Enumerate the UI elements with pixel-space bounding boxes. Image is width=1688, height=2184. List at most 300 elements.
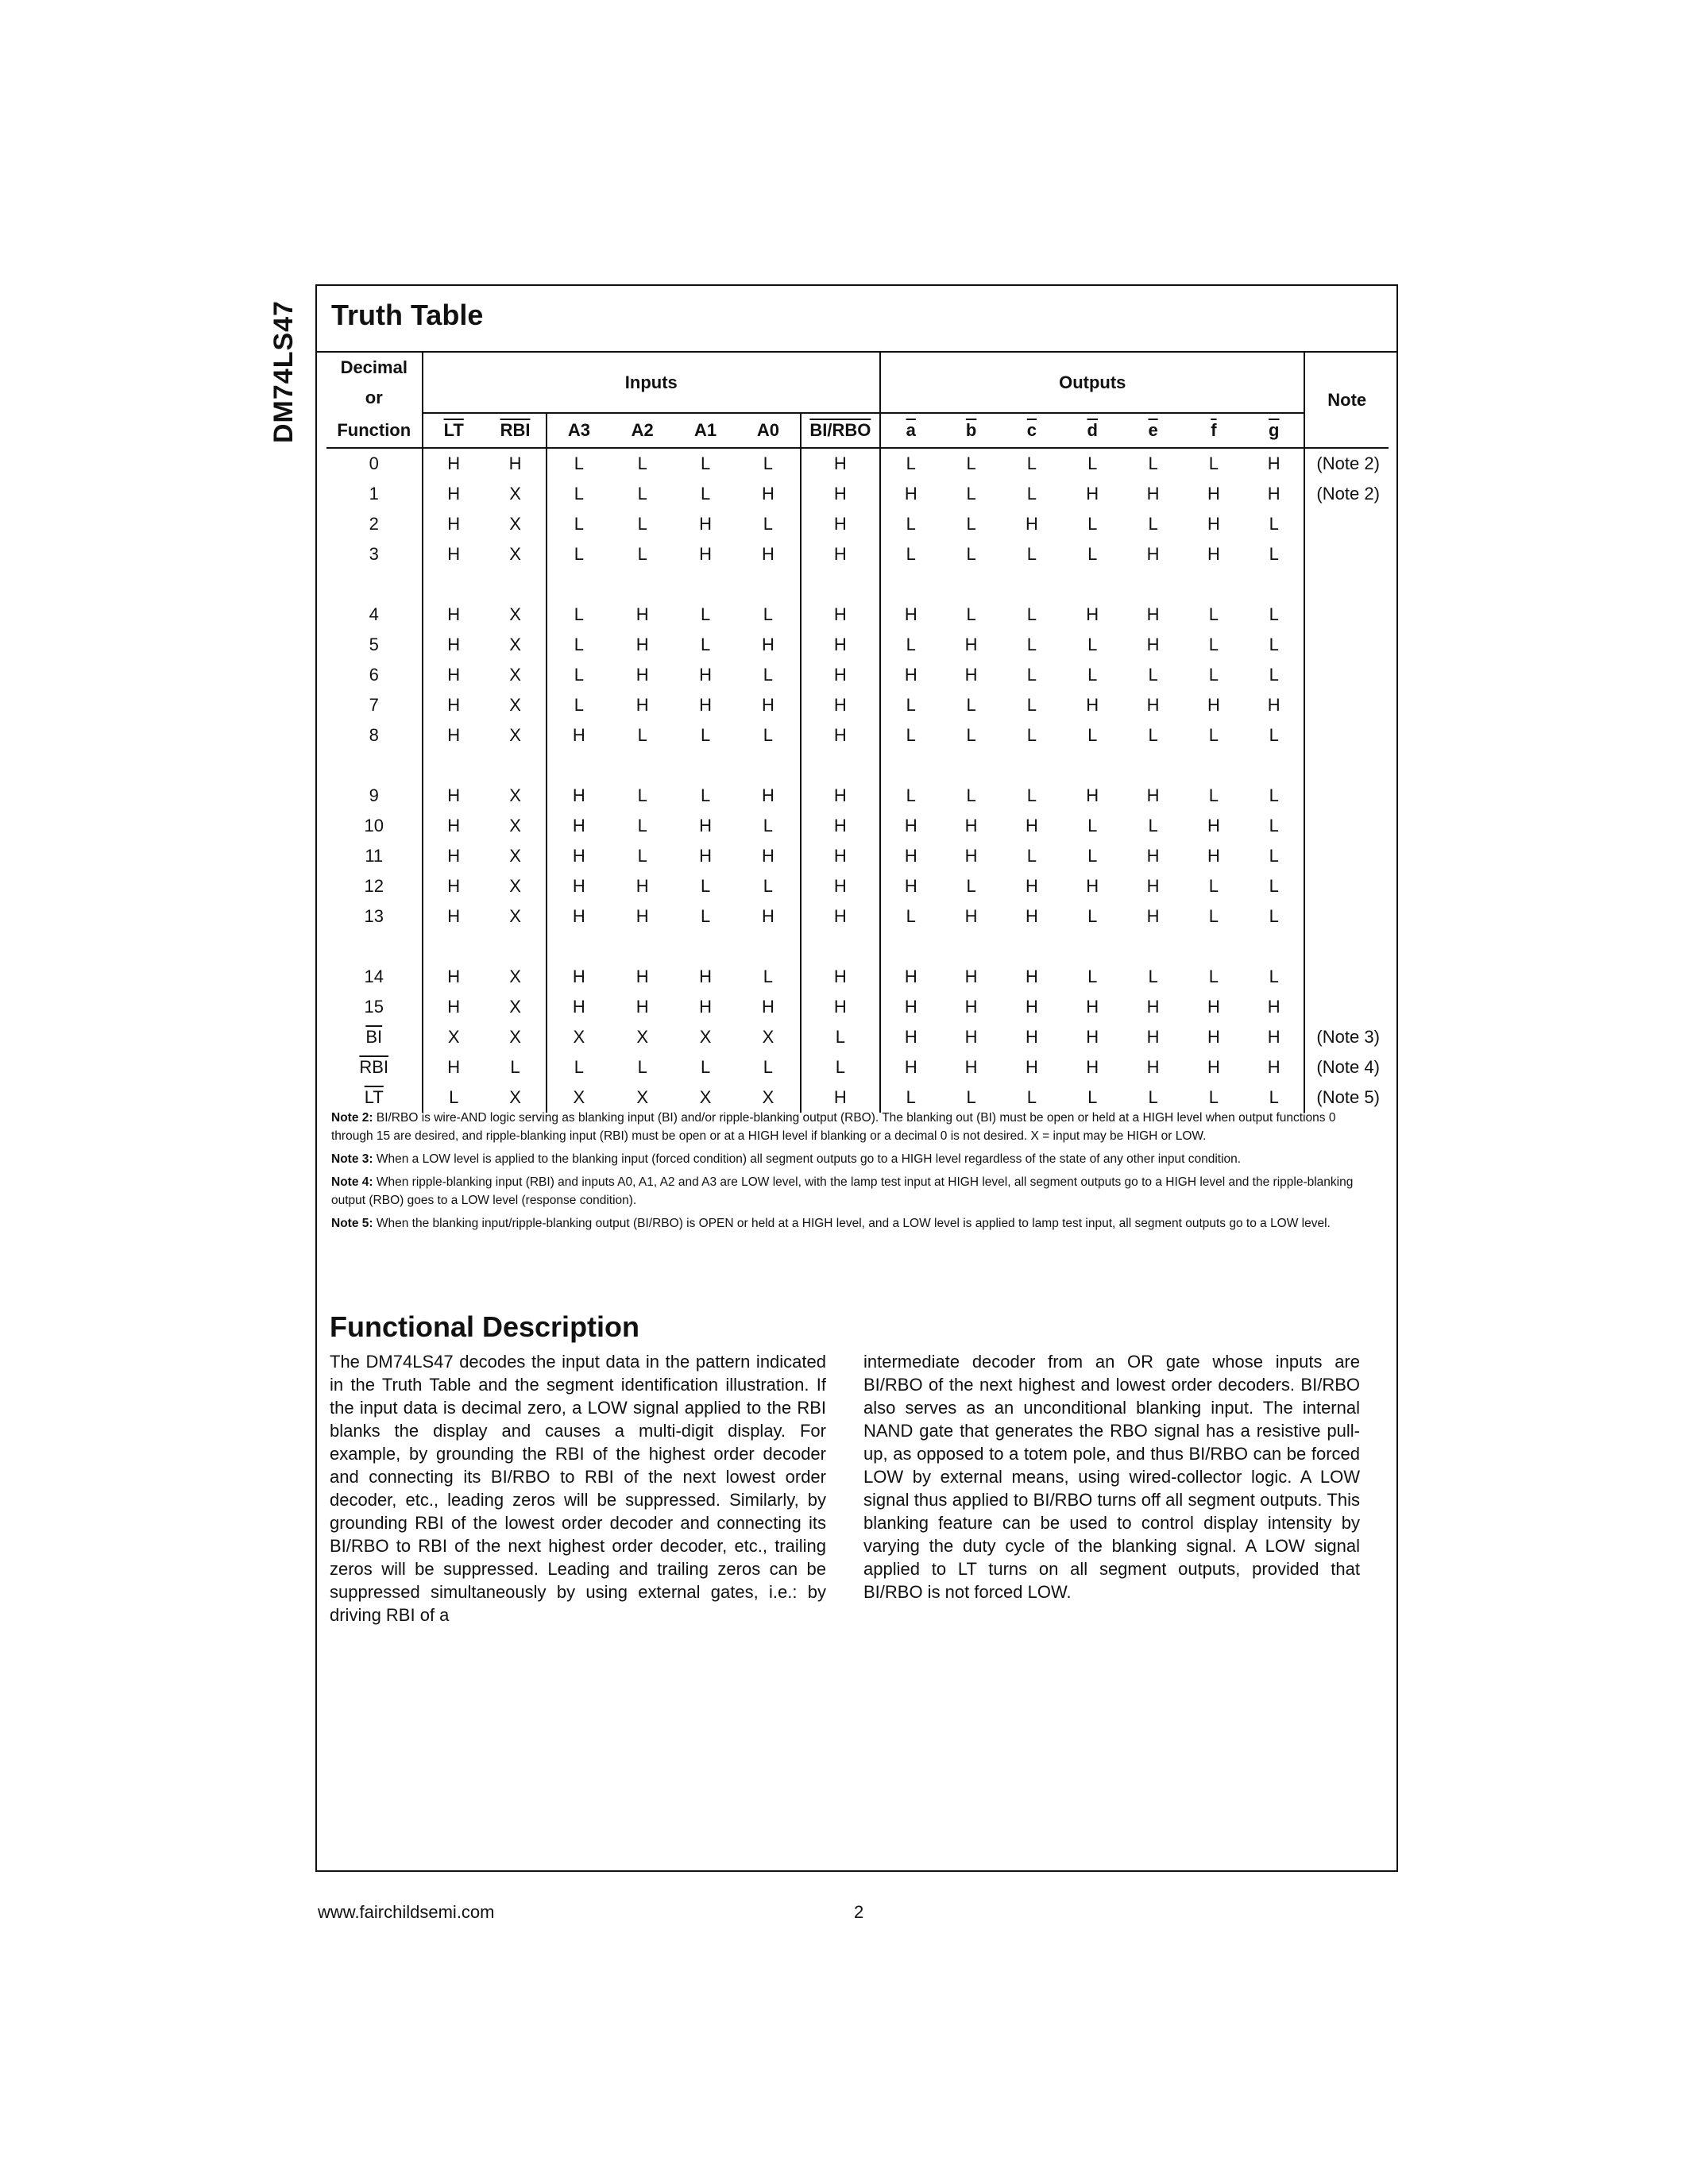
spacer-cell: [1244, 932, 1304, 962]
spacer-cell: [1244, 751, 1304, 781]
cell-e: H: [1146, 846, 1160, 866]
cell-a0: L: [763, 816, 774, 835]
cell-fn: 11: [326, 841, 423, 871]
cell-g: L: [1244, 539, 1304, 569]
cell-bi: H: [801, 448, 881, 479]
cell-note: [1304, 600, 1389, 630]
cell-rbi: X: [509, 1027, 521, 1047]
cell-bi: H: [801, 871, 881, 901]
cell-e: L: [1148, 1087, 1158, 1107]
spacer-cell: [611, 932, 674, 962]
table-notes: [331, 1109, 1372, 1237]
header-note: Note: [1304, 353, 1389, 448]
table-row: [326, 1022, 1389, 1052]
cell-a1: L: [700, 1057, 711, 1077]
note-3-text: When a LOW level is applied to the blanking input (forced condition) all segment outputs go to a HIGH level regardless of the state of any other input condition.: [376, 1152, 1242, 1166]
cell-f: L: [1208, 876, 1219, 896]
cell-a0: L: [763, 725, 774, 745]
cell-a1: H: [699, 544, 712, 564]
cell-e: H: [1146, 1057, 1160, 1077]
cell-a3: X: [547, 1082, 610, 1113]
cell-a3: L: [547, 539, 610, 569]
cell-e: H: [1146, 1027, 1160, 1047]
cell-b: H: [964, 635, 978, 654]
cell-rbi: X: [509, 816, 521, 835]
cell-a: L: [906, 695, 916, 715]
cell-b: L: [966, 604, 976, 624]
spacer-cell: [1122, 569, 1183, 600]
cell-a0: H: [761, 635, 774, 654]
cell-a: L: [906, 1087, 916, 1107]
cell-d: H: [1086, 876, 1099, 896]
cell-bi: H: [801, 992, 881, 1022]
cell-lt: H: [447, 967, 461, 986]
cell-rbi: X: [509, 785, 521, 805]
table-row: [326, 630, 1389, 660]
cell-a2: L: [637, 1057, 647, 1077]
cell-rbi: H: [508, 453, 522, 473]
spacer-cell: [547, 932, 610, 962]
cell-d: L: [1087, 906, 1098, 926]
cell-a0: L: [763, 967, 774, 986]
cell-rbi: X: [509, 695, 521, 715]
cell-a1: L: [700, 453, 711, 473]
col-a2: A2: [611, 413, 674, 448]
cell-lt: X: [447, 1027, 460, 1047]
spacer-cell: [1002, 932, 1062, 962]
table-row: [326, 1052, 1389, 1082]
spacer-cell: [1304, 569, 1389, 600]
table-spacer-row: [326, 751, 1389, 781]
cell-f: L: [1208, 967, 1219, 986]
cell-a: L: [906, 635, 916, 654]
cell-rbi: L: [510, 1057, 520, 1077]
cell-a2: H: [635, 967, 649, 986]
table-row: [326, 720, 1389, 751]
cell-rbi: X: [509, 997, 521, 1017]
spacer-cell: [1062, 932, 1122, 962]
cell-fn: 13: [326, 901, 423, 932]
cell-f: L: [1208, 906, 1219, 926]
cell-bi: H: [801, 901, 881, 932]
cell-d: H: [1086, 785, 1099, 805]
spacer-cell: [880, 569, 941, 600]
cell-c: L: [1026, 635, 1037, 654]
cell-e: H: [1146, 876, 1160, 896]
table-row: [326, 962, 1389, 992]
cell-lt: H: [447, 1057, 461, 1077]
cell-d: L: [1087, 665, 1098, 685]
cell-d: H: [1086, 604, 1099, 624]
cell-a0: L: [763, 876, 774, 896]
cell-a3: H: [547, 720, 610, 751]
cell-a2: L: [637, 453, 647, 473]
cell-lt: L: [449, 1087, 459, 1107]
cell-a3: H: [547, 781, 610, 811]
cell-a1: H: [699, 967, 712, 986]
cell-g: H: [1244, 1052, 1304, 1082]
cell-note: [1304, 992, 1389, 1022]
cell-fn: 8: [326, 720, 423, 751]
cell-a1: H: [699, 514, 712, 534]
cell-g: L: [1244, 901, 1304, 932]
note-4: [331, 1173, 1372, 1210]
cell-a0: H: [761, 544, 774, 564]
cell-c: H: [1025, 876, 1038, 896]
spacer-cell: [674, 932, 736, 962]
cell-bi: L: [801, 1052, 881, 1082]
cell-c: L: [1026, 665, 1037, 685]
cell-a: L: [906, 785, 916, 805]
cell-a0: L: [763, 453, 774, 473]
spacer-cell: [485, 932, 547, 962]
cell-fn: 4: [326, 600, 423, 630]
spacer-cell: [1002, 569, 1062, 600]
cell-a0: L: [763, 1057, 774, 1077]
cell-rbi: X: [509, 484, 521, 504]
cell-bi: H: [801, 1082, 881, 1113]
cell-f: H: [1207, 1057, 1220, 1077]
datasheet-frame: [315, 284, 1398, 1872]
table-row: [326, 901, 1389, 932]
cell-rbi: X: [509, 906, 521, 926]
cell-e: H: [1146, 785, 1160, 805]
cell-lt: H: [447, 665, 461, 685]
part-number-sidebar: [266, 284, 298, 443]
cell-g: L: [1244, 630, 1304, 660]
cell-b: H: [964, 846, 978, 866]
cell-rbi: X: [509, 1087, 521, 1107]
col-rbi: $\overline{RBI}$: [485, 413, 547, 448]
spacer-cell: [326, 569, 423, 600]
note-4-text: When ripple-blanking input (RBI) and inputs A0, A1, A2 and A3 are LOW level, with the lamp test input at HIGH level, all segment outputs go to a HIGH level and the ripple-blanking output (RBO) goes to a LOW level (response condition).: [331, 1175, 1354, 1207]
cell-a0: H: [761, 785, 774, 805]
spacer-cell: [736, 751, 800, 781]
cell-e: H: [1146, 635, 1160, 654]
col-a3: A3: [547, 413, 610, 448]
cell-fn: 5: [326, 630, 423, 660]
cell-note: (Note 5): [1316, 1087, 1380, 1107]
cell-bi: H: [801, 539, 881, 569]
functional-description-left-column: The DM74LS47 decodes the input data in the pattern indicated in the Truth Table and the segment identification illustration. If the input data is decimal zero, a LOW signal applied to the RBI blanks the display and causes a multi-digit display. For example, by grounding the RBI of the highest order decoder and connecting its BI/RBO to RBI of the next lowest order decoder, etc., leading zeros will be suppressed. Similarly, by grounding RBI of the lowest order decoder and connecting its BI/RBO to RBI of the next highest order decoder, etc., trailing zeros will be suppressed. Leading and trailing zeros can be suppressed simultaneously by using external gates, i.e.: by driving RBI of a: [330, 1352, 826, 1625]
cell-g: H: [1244, 1022, 1304, 1052]
cell-a0: H: [761, 997, 774, 1017]
cell-c: L: [1026, 484, 1037, 504]
cell-a2: L: [637, 785, 647, 805]
cell-a3: H: [547, 962, 610, 992]
cell-c: L: [1026, 453, 1037, 473]
cell-a1: H: [699, 665, 712, 685]
cell-a3: L: [547, 509, 610, 539]
cell-a2: H: [635, 604, 649, 624]
cell-f: H: [1207, 1027, 1220, 1047]
cell-rbi: X: [509, 876, 521, 896]
cell-f: L: [1208, 725, 1219, 745]
note-5: [331, 1214, 1372, 1233]
table-row: [326, 690, 1389, 720]
table-row: [326, 841, 1389, 871]
cell-c: L: [1026, 1087, 1037, 1107]
cell-fn: 6: [326, 660, 423, 690]
col-a1: A1: [674, 413, 736, 448]
cell-a2: H: [635, 876, 649, 896]
cell-bi: H: [801, 811, 881, 841]
col-a: $\overline{a}$: [880, 413, 941, 448]
truth-table-body: [326, 448, 1389, 1113]
spacer-cell: [1304, 932, 1389, 962]
cell-b: H: [964, 967, 978, 986]
cell-g: H: [1244, 992, 1304, 1022]
cell-a3: H: [547, 871, 610, 901]
cell-fn: $\overline{RBI}$: [326, 1052, 423, 1082]
col-lt: $\overline{LT}$: [423, 413, 485, 448]
cell-a2: L: [637, 544, 647, 564]
spacer-cell: [880, 932, 941, 962]
cell-f: H: [1207, 695, 1220, 715]
cell-c: H: [1025, 906, 1038, 926]
header-decimal-line2: or: [326, 383, 423, 413]
cell-bi: H: [801, 720, 881, 751]
cell-e: H: [1146, 997, 1160, 1017]
table-row: [326, 811, 1389, 841]
spacer-cell: [1062, 569, 1122, 600]
spacer-cell: [485, 751, 547, 781]
table-row: [326, 871, 1389, 901]
cell-note: (Note 3): [1316, 1027, 1380, 1047]
note-2-text: BI/RBO is wire-AND logic serving as blanking input (BI) and/or ripple-blanking output (RBO). The blanking out (BI) must be open or held at a HIGH level when output functions 0 through 15 are desired, and ripple-blanking input (RBI) must be open or at a HIGH level if blanking or a decimal 0 is not desired. X = input may be HIGH or LOW.: [331, 1111, 1336, 1143]
cell-a2: H: [635, 665, 649, 685]
cell-g: L: [1244, 1082, 1304, 1113]
cell-a: H: [904, 604, 917, 624]
cell-bi: L: [801, 1022, 881, 1052]
spacer-cell: [674, 569, 736, 600]
note-2: [331, 1109, 1372, 1145]
cell-lt: H: [447, 876, 461, 896]
footer-url[interactable]: www.fairchildsemi.com: [318, 1902, 495, 1922]
cell-lt: H: [447, 906, 461, 926]
cell-note: [1304, 509, 1389, 539]
spacer-cell: [1062, 751, 1122, 781]
cell-c: H: [1025, 967, 1038, 986]
spacer-cell: [880, 751, 941, 781]
cell-a: H: [904, 997, 917, 1017]
cell-a3: H: [547, 901, 610, 932]
cell-a1: H: [699, 997, 712, 1017]
cell-a1: L: [700, 876, 711, 896]
cell-bi: H: [801, 660, 881, 690]
cell-a0: H: [761, 906, 774, 926]
cell-a: H: [904, 665, 917, 685]
cell-a0: H: [761, 484, 774, 504]
note-3: [331, 1150, 1372, 1168]
functional-description-right-column: intermediate decoder from an OR gate whose inputs are BI/RBO of the next highest and lowest order decoders. BI/RBO also serves as an unconditional blanking input. The internal NAND gate that generates the RBO signal has a resistive pull-up, as opposed to a totem pole, and thus BI/RBO can be forced LOW by external means, using wired-collector logic. A LOW signal thus applied to BI/RBO turns off all segment outputs. This blanking feature can be used to control display intensity by varying the duty cycle of the blanking signal. A LOW signal applied to LT turns on all segment outputs, provided that BI/RBO is not forced LOW.: [863, 1352, 1360, 1602]
cell-a2: H: [635, 695, 649, 715]
cell-b: H: [964, 997, 978, 1017]
cell-fn: 14: [326, 962, 423, 992]
cell-a1: H: [699, 846, 712, 866]
cell-a0: H: [761, 846, 774, 866]
cell-g: L: [1244, 720, 1304, 751]
cell-a: L: [906, 453, 916, 473]
cell-a1: L: [700, 604, 711, 624]
cell-a2: H: [635, 635, 649, 654]
cell-b: L: [966, 725, 976, 745]
cell-b: H: [964, 1027, 978, 1047]
table-row: [326, 660, 1389, 690]
spacer-cell: [1122, 932, 1183, 962]
cell-lt: H: [447, 544, 461, 564]
cell-e: L: [1148, 967, 1158, 986]
cell-fn: 3: [326, 539, 423, 569]
cell-a0: L: [763, 604, 774, 624]
cell-c: L: [1026, 846, 1037, 866]
cell-g: L: [1244, 509, 1304, 539]
cell-c: L: [1026, 544, 1037, 564]
cell-fn: 10: [326, 811, 423, 841]
header-inputs: Inputs: [423, 353, 881, 413]
truth-table: [326, 353, 1389, 1113]
col-a0: A0: [736, 413, 800, 448]
cell-a: H: [904, 846, 917, 866]
spacer-cell: [1122, 751, 1183, 781]
table-row: [326, 992, 1389, 1022]
table-row: [326, 781, 1389, 811]
cell-note: [1304, 781, 1389, 811]
cell-c: L: [1026, 785, 1037, 805]
cell-lt: H: [447, 453, 461, 473]
col-d: $\overline{d}$: [1062, 413, 1122, 448]
table-row: [326, 509, 1389, 539]
cell-a1: X: [699, 1027, 712, 1047]
cell-e: L: [1148, 665, 1158, 685]
cell-c: H: [1025, 514, 1038, 534]
cell-note: [1304, 841, 1389, 871]
cell-b: L: [966, 876, 976, 896]
spacer-cell: [423, 932, 485, 962]
spacer-cell: [423, 751, 485, 781]
cell-c: H: [1025, 816, 1038, 835]
cell-a3: L: [547, 630, 610, 660]
cell-a3: L: [547, 448, 610, 479]
cell-a0: L: [763, 514, 774, 534]
cell-lt: H: [447, 785, 461, 805]
cell-a2: L: [637, 725, 647, 745]
cell-e: H: [1146, 695, 1160, 715]
cell-a: H: [904, 1027, 917, 1047]
truth-table-title: Truth Table: [331, 299, 484, 331]
cell-b: H: [964, 1057, 978, 1077]
cell-lt: H: [447, 725, 461, 745]
header-decimal-line3: Function: [326, 413, 423, 448]
cell-e: L: [1148, 725, 1158, 745]
cell-d: H: [1086, 1057, 1099, 1077]
spacer-cell: [547, 569, 610, 600]
cell-a2: H: [635, 906, 649, 926]
cell-lt: H: [447, 514, 461, 534]
cell-b: L: [966, 544, 976, 564]
cell-e: L: [1148, 816, 1158, 835]
cell-fn: 0: [326, 448, 423, 479]
spacer-cell: [941, 569, 1001, 600]
note-2-label: Note 2:: [331, 1111, 373, 1125]
cell-d: H: [1086, 1027, 1099, 1047]
note-4-label: Note 4:: [331, 1175, 373, 1189]
spacer-cell: [801, 751, 881, 781]
cell-rbi: X: [509, 665, 521, 685]
cell-rbi: X: [509, 725, 521, 745]
cell-d: L: [1087, 725, 1098, 745]
header-decimal-line1: Decimal: [326, 353, 423, 383]
table-row: [326, 539, 1389, 569]
cell-a2: L: [637, 514, 647, 534]
cell-a: L: [906, 514, 916, 534]
cell-note: [1304, 630, 1389, 660]
cell-a1: L: [700, 725, 711, 745]
cell-d: L: [1087, 635, 1098, 654]
cell-d: L: [1087, 1087, 1098, 1107]
cell-note: [1304, 871, 1389, 901]
cell-rbi: X: [509, 544, 521, 564]
cell-a3: H: [547, 811, 610, 841]
note-3-label: Note 3:: [331, 1152, 373, 1166]
cell-a3: L: [547, 660, 610, 690]
spacer-cell: [1002, 751, 1062, 781]
note-5-text: When the blanking input/ripple-blanking output (BI/RBO) is OPEN or held at a HIGH level, and a LOW level is applied to lamp test input, all segment outputs go to a LOW level.: [376, 1217, 1331, 1230]
spacer-cell: [485, 569, 547, 600]
cell-e: H: [1146, 484, 1160, 504]
cell-lt: H: [447, 695, 461, 715]
table-row: [326, 479, 1389, 509]
cell-a: H: [904, 484, 917, 504]
cell-f: H: [1207, 997, 1220, 1017]
cell-g: L: [1244, 781, 1304, 811]
cell-d: L: [1087, 514, 1098, 534]
cell-a: L: [906, 725, 916, 745]
spacer-cell: [326, 751, 423, 781]
col-f: $\overline{f}$: [1184, 413, 1244, 448]
cell-note: (Note 2): [1316, 484, 1380, 504]
cell-f: H: [1207, 544, 1220, 564]
cell-a3: L: [547, 479, 610, 509]
spacer-cell: [674, 751, 736, 781]
cell-a0: X: [762, 1027, 774, 1047]
table-row: [326, 600, 1389, 630]
cell-b: H: [964, 816, 978, 835]
cell-note: [1304, 539, 1389, 569]
cell-rbi: X: [509, 846, 521, 866]
spacer-cell: [941, 751, 1001, 781]
cell-fn: 9: [326, 781, 423, 811]
part-number: DM74LS47: [268, 300, 299, 443]
cell-fn: $\overline{BI}$: [326, 1022, 423, 1052]
cell-c: L: [1026, 604, 1037, 624]
spacer-cell: [736, 932, 800, 962]
cell-g: H: [1244, 690, 1304, 720]
cell-a1: H: [699, 816, 712, 835]
cell-g: L: [1244, 811, 1304, 841]
spacer-cell: [1244, 569, 1304, 600]
cell-a3: L: [547, 600, 610, 630]
spacer-cell: [423, 569, 485, 600]
cell-lt: H: [447, 484, 461, 504]
cell-f: L: [1208, 453, 1219, 473]
cell-fn: 2: [326, 509, 423, 539]
cell-b: L: [966, 695, 976, 715]
cell-c: H: [1025, 1027, 1038, 1047]
cell-a1: X: [699, 1087, 712, 1107]
col-g: $\overline{g}$: [1244, 413, 1304, 448]
cell-d: L: [1087, 967, 1098, 986]
